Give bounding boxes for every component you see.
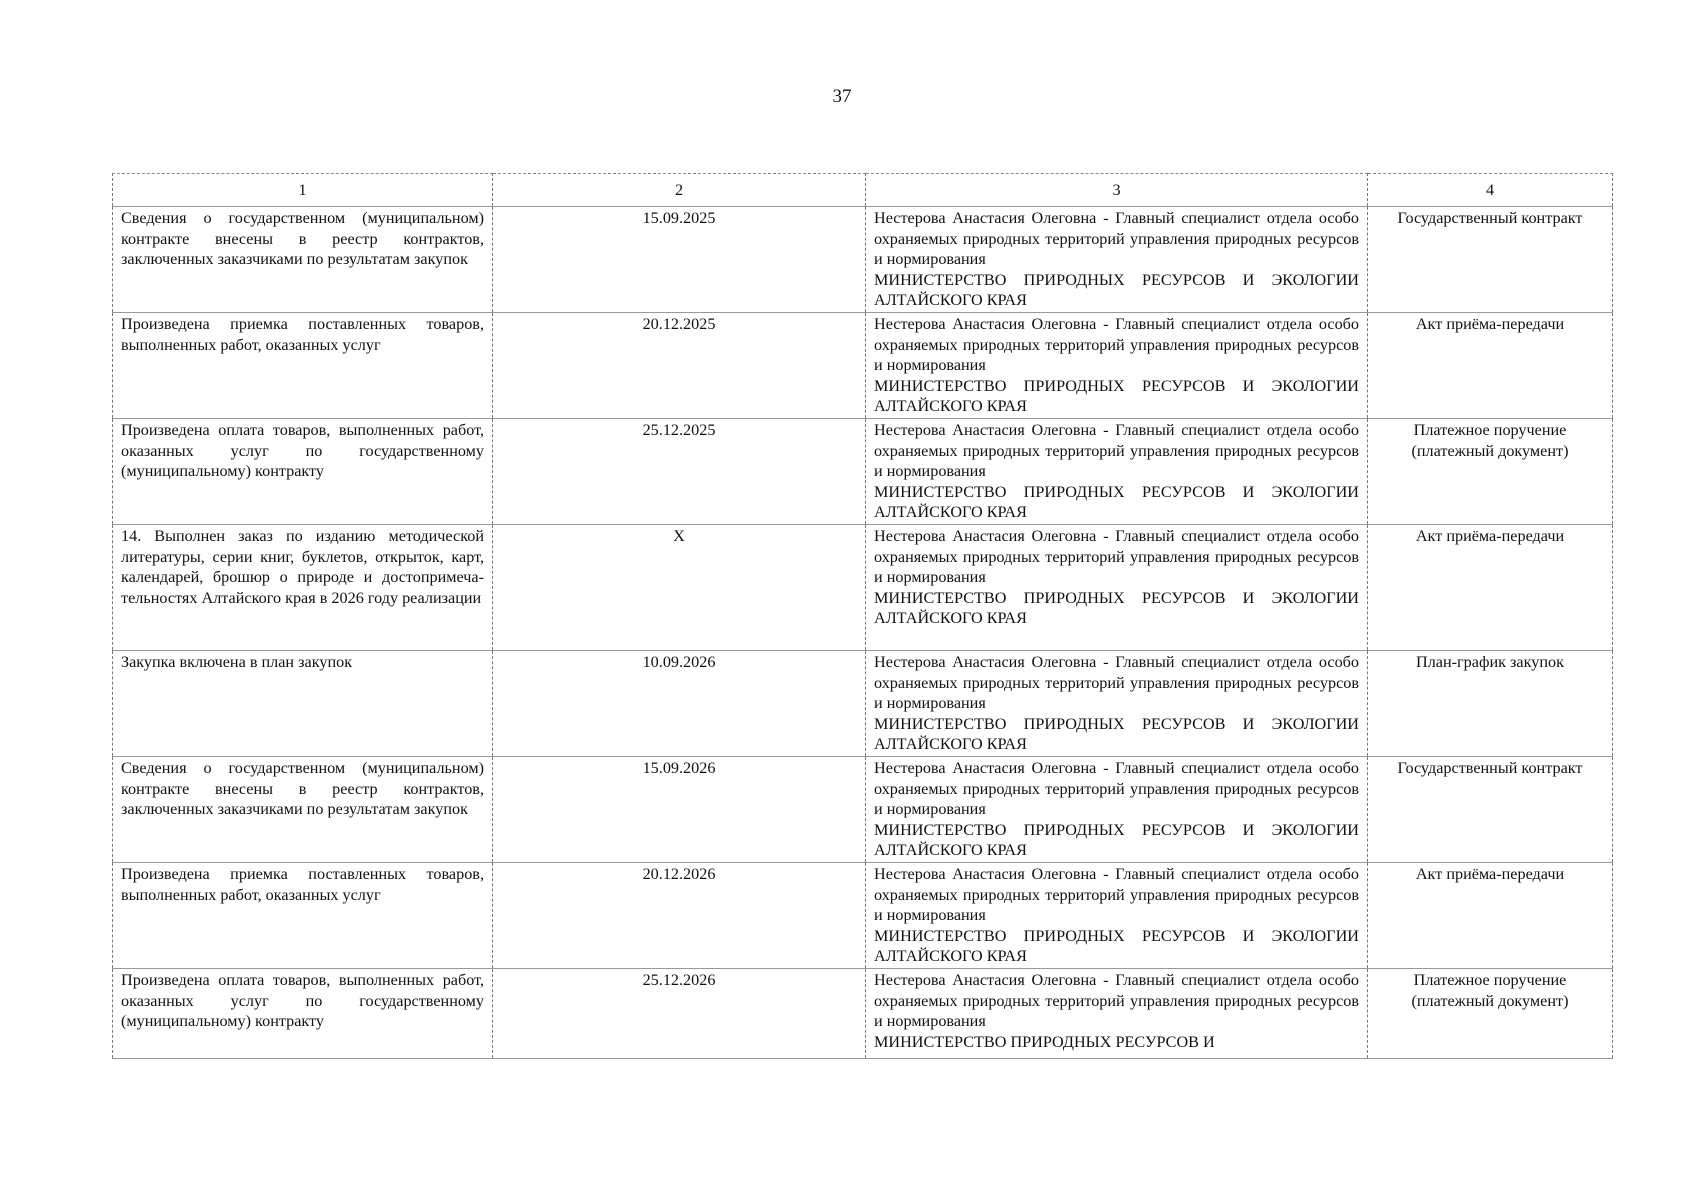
event-cell: 14. Выполнен заказ по изданию методической литературы, серии книг, буклетов, открыток, карт, календарей, брошюр о природе и достопримеча-тельностях Алтайского края в 2026 году реализации — [113, 525, 493, 651]
responsible-cell — [866, 313, 1368, 419]
responsible-cell — [866, 525, 1368, 651]
column-header-3: 3 — [866, 174, 1368, 207]
organization-name: МИНИСТЕРСТВО ПРИРОДНЫХ РЕСУРСОВ И ЭКОЛОГИИ АЛТАЙСКОГО КРАЯ — [874, 714, 1359, 754]
date-cell: 15.09.2026 — [493, 757, 866, 863]
table-row — [113, 969, 1613, 1059]
responsible-cell — [866, 419, 1368, 525]
organization-name: МИНИСТЕРСТВО ПРИРОДНЫХ РЕСУРСОВ И — [874, 1032, 1215, 1051]
page-number: 37 — [832, 86, 852, 107]
table-row — [113, 757, 1613, 863]
column-header-2: 2 — [493, 174, 866, 207]
event-cell: Произведена приемка поставленных товаров, выполненных работ, оказанных услуг — [113, 863, 493, 969]
document-cell: Платежное поручение (платежный документ) — [1368, 969, 1613, 1059]
column-header-1: 1 — [113, 174, 493, 207]
responsible-person: Нестерова Анастасия Олеговна - Главный специалист отдела особо охраняемых природных территорий управления природных ресурсов и нормирования — [874, 865, 1359, 925]
responsible-person: Нестерова Анастасия Олеговна - Главный специалист отдела особо охраняемых природных территорий управления природных ресурсов и нормирования — [874, 209, 1359, 269]
table-row — [113, 313, 1613, 419]
event-cell: Произведена оплата товаров, выполненных работ, оказанных услуг по государственному (муниципальному) контракту — [113, 969, 493, 1059]
responsible-person: Нестерова Анастасия Олеговна - Главный специалист отдела особо охраняемых природных территорий управления природных ресурсов и нормирования — [874, 759, 1359, 819]
document-cell: Акт приёма-передачи — [1368, 863, 1613, 969]
organization-name: МИНИСТЕРСТВО ПРИРОДНЫХ РЕСУРСОВ И ЭКОЛОГИИ АЛТАЙСКОГО КРАЯ — [874, 926, 1359, 966]
document-cell: План-график закупок — [1368, 651, 1613, 757]
responsible-cell — [866, 651, 1368, 757]
event-cell: Закупка включена в план закупок — [113, 651, 493, 757]
event-cell: Произведена оплата товаров, выполненных работ, оказанных услуг по государственному (муниципальному) контракту — [113, 419, 493, 525]
responsible-person: Нестерова Анастасия Олеговна - Главный специалист отдела особо охраняемых природных территорий управления природных ресурсов и нормирования — [874, 527, 1359, 587]
schedule-table — [112, 173, 1613, 1059]
date-cell: 25.12.2026 — [493, 969, 866, 1059]
document-cell: Платежное поручение (платежный документ) — [1368, 419, 1613, 525]
table-row — [113, 419, 1613, 525]
responsible-cell — [866, 969, 1368, 1059]
document-cell: Акт приёма-передачи — [1368, 525, 1613, 651]
document-cell: Государственный контракт — [1368, 757, 1613, 863]
document-cell: Государственный контракт — [1368, 207, 1613, 313]
event-cell: Сведения о государственном (муниципальном) контракте внесены в реестр контрактов, заключенных заказчиками по результатам закупок — [113, 207, 493, 313]
date-cell: 20.12.2026 — [493, 863, 866, 969]
organization-name: МИНИСТЕРСТВО ПРИРОДНЫХ РЕСУРСОВ И ЭКОЛОГИИ АЛТАЙСКОГО КРАЯ — [874, 588, 1359, 628]
responsible-person: Нестерова Анастасия Олеговна - Главный специалист отдела особо охраняемых природных территорий управления природных ресурсов и нормирования — [874, 971, 1359, 1031]
table-row — [113, 207, 1613, 313]
organization-name: МИНИСТЕРСТВО ПРИРОДНЫХ РЕСУРСОВ И ЭКОЛОГИИ АЛТАЙСКОГО КРАЯ — [874, 270, 1359, 310]
header-row — [113, 174, 1613, 207]
date-cell: 20.12.2025 — [493, 313, 866, 419]
responsible-person: Нестерова Анастасия Олеговна - Главный специалист отдела особо охраняемых природных территорий управления природных ресурсов и нормирования — [874, 653, 1359, 713]
table-row — [113, 863, 1613, 969]
responsible-cell — [866, 207, 1368, 313]
organization-name: МИНИСТЕРСТВО ПРИРОДНЫХ РЕСУРСОВ И ЭКОЛОГИИ АЛТАЙСКОГО КРАЯ — [874, 820, 1359, 860]
event-cell: Сведения о государственном (муниципальном) контракте внесены в реестр контрактов, заключенных заказчиками по результатам закупок — [113, 757, 493, 863]
responsible-person: Нестерова Анастасия Олеговна - Главный специалист отдела особо охраняемых природных территорий управления природных ресурсов и нормирования — [874, 421, 1359, 481]
table-row — [113, 651, 1613, 757]
responsible-person: Нестерова Анастасия Олеговна - Главный специалист отдела особо охраняемых природных территорий управления природных ресурсов и нормирования — [874, 315, 1359, 375]
responsible-cell — [866, 757, 1368, 863]
document-cell: Акт приёма-передачи — [1368, 313, 1613, 419]
column-header-4: 4 — [1368, 174, 1613, 207]
organization-name: МИНИСТЕРСТВО ПРИРОДНЫХ РЕСУРСОВ И ЭКОЛОГИИ АЛТАЙСКОГО КРАЯ — [874, 376, 1359, 416]
organization-name: МИНИСТЕРСТВО ПРИРОДНЫХ РЕСУРСОВ И ЭКОЛОГИИ АЛТАЙСКОГО КРАЯ — [874, 482, 1359, 522]
date-cell: 10.09.2026 — [493, 651, 866, 757]
responsible-cell — [866, 863, 1368, 969]
table-row — [113, 525, 1613, 651]
date-cell: 15.09.2025 — [493, 207, 866, 313]
date-cell: X — [493, 525, 866, 651]
event-cell: Произведена приемка поставленных товаров, выполненных работ, оказанных услуг — [113, 313, 493, 419]
date-cell: 25.12.2025 — [493, 419, 866, 525]
